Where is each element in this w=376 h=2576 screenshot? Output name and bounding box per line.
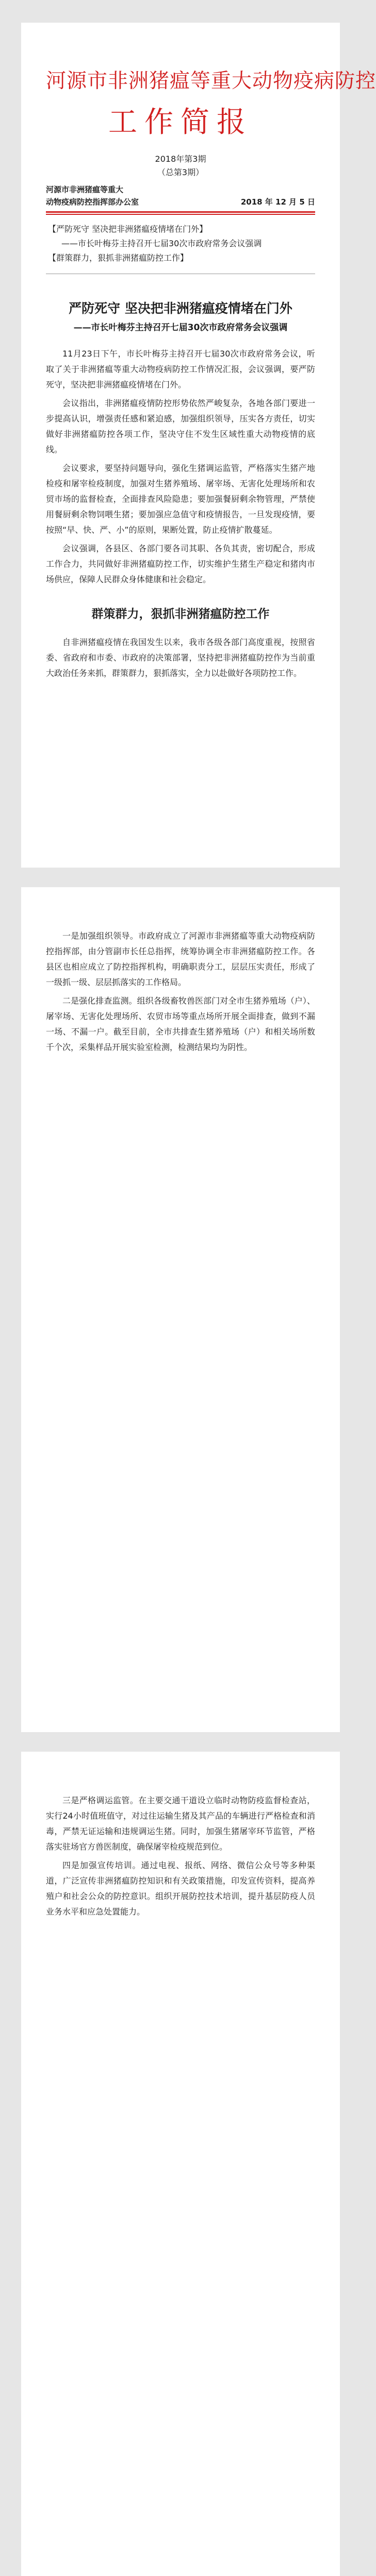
page-3 [21, 1752, 340, 2576]
section-paragraph: 三是严格调运监管。在主要交通干道设立临时动物防疫监督检查站，实行24小时值班值守，对过往运输生猪及其产品的车辆进行严格检查和消毒，严禁无证运输和违规调运生猪。同时，加强生猪屠宰环节监管，严格落实驻场官方兽医制度，确保屠宰检疫规范到位。 [46, 1795, 315, 1852]
header-title: 工作简报 [108, 106, 253, 139]
issuing-office [46, 183, 139, 208]
page-2 [21, 887, 340, 1732]
document-header [46, 23, 376, 179]
issue-date: 2018 年 12 月 5 日 [240, 197, 315, 207]
red-rule-thin [46, 214, 315, 215]
red-rule [46, 211, 315, 213]
header-organization: 河源市非洲猪瘟等重大动物疫病防控 [46, 70, 376, 93]
article-paragraph: 会议要求，要坚持问题导向，强化生猪调运监管，严格落实生猪产地检疫和屠宰检疫制度，加强对生猪养殖场、屠宰场、无害化处理场所和农贸市场的监督检查，全面排查风险隐患；要加强餐厨剩余物管理，严禁使用餐厨剩余物饲喂生猪；要加强应急值守和疫情报告，一旦发现疫情，要按照“早、快、严、小”的原则，果断处置，防止疫情扩散蔓延。 [46, 463, 315, 535]
section-paragraph: 四是加强宣传培训。通过电视、报纸、网络、微信公众号等多种渠道，广泛宣传非洲猪瘟防控知识和有关政策措施，印发宣传资料，提高养殖户和社会公众的防控意识。组织开展防控技术培训，提升基层防疫人员业务水平和应急处置能力。 [46, 1860, 315, 1917]
article-title: 严防死守 坚决把非洲猪瘟疫情堵在门外 [69, 301, 292, 316]
article-paragraph: 会议强调，各县区、各部门要各司其职、各负其责，密切配合，形成工作合力，共同做好非洲猪瘟防控工作，切实维护生猪生产稳定和猪肉市场供应，保障人民群众身体健康和社会稳定。 [46, 544, 315, 584]
article-subtitle: ——市长叶梅芬主持召开七届30次市政府常务会议强调 [73, 323, 288, 333]
article-paragraph: 11月23日下午，市长叶梅芬主持召开七届30次市政府常务会议，听取了关于非洲猪瘟等重大动物疫病防控工作情况汇报，会议强调，要严防死守，坚决把非洲猪瘟疫情堵在门外。 [46, 349, 315, 389]
page-1 [21, 23, 376, 868]
issue-number: 2018年第3期 [155, 154, 206, 164]
toc-item: 【严防死守 坚决把非洲猪瘟疫情堵在门外】 [48, 224, 208, 234]
toc-item: 【群策群力，狠抓非洲猪瘟防控工作】 [48, 253, 189, 263]
issuing-office-line-1: 河源市非洲猪瘟等重大 [46, 185, 124, 194]
section-paragraph: 二是强化排查监测。组织各级畜牧兽医部门对全市生猪养殖场（户）、屠宰场、无害化处理场所、农贸市场等重点场所开展全面排查，做到不漏一场、不漏一户。截至目前，全市共排查生猪养殖场（户）和相关场所数千个次，采集样品开展实验室检测，检测结果均为阴性。 [46, 996, 315, 1052]
section-title: 群策群力，狠抓非洲猪瘟防控工作 [91, 607, 270, 621]
toc-item-sub: ——市长叶梅芬主持召开七届30次市政府常务会议强调 [61, 239, 262, 248]
issuing-office-line-2: 动物疫病防控指挥部办公室 [46, 197, 139, 207]
section-paragraph: 一是加强组织领导。市政府成立了河源市非洲猪瘟等重大动物疫病防控指挥部，由分管副市长任总指挥，统筹协调全市非洲猪瘟防控工作。各县区也相应成立了防控指挥机构，明确职责分工，层层压实责任，形成了一级抓一级、层层抓落实的工作格局。 [46, 931, 315, 987]
table-of-contents [46, 222, 315, 265]
article-paragraph: 会议指出，非洲猪瘟疫情防控形势依然严峻复杂，各地各部门要进一步提高认识，增强责任感和紧迫感，加强组织领导，压实各方责任，切实做好非洲猪瘟防控各项工作，坚决守住不发生区域性重大动物疫情的底线。 [46, 398, 315, 454]
issue-total: （总第3期） [157, 167, 204, 177]
section-paragraph: 自非洲猪瘟疫情在我国发生以来，我市各级各部门高度重视，按照省委、省政府和市委、市政府的决策部署，坚持把非洲猪瘟防控作为当前重大政治任务来抓，群策群力，狠抓落实，全力以赴做好各项防控工作。 [46, 637, 315, 678]
header-meta-row [46, 183, 315, 208]
